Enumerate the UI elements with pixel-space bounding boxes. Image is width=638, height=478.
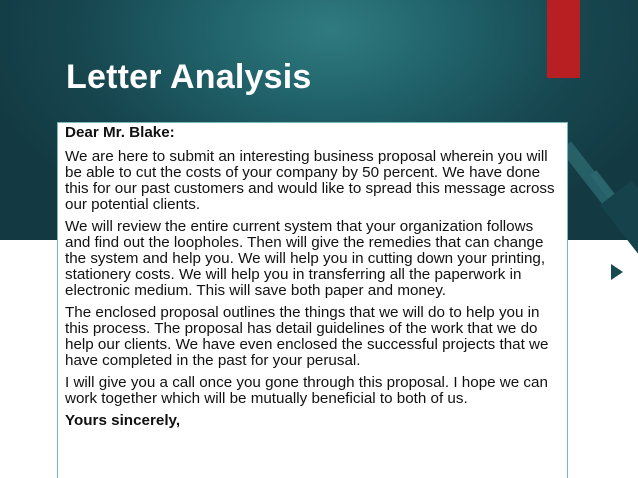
- accent-bar: [547, 0, 580, 78]
- letter-closing: Yours sincerely,: [65, 412, 181, 429]
- letter-paragraph-2: We will review the entire current system that your organization follows and find out the loopholes. Then will give the remedies that can change the system and help you. We will help you in cutting down your printing, stationery costs. We will help you in transferring all the paperwork in electronic medium. This will save both paper and money.: [65, 218, 546, 299]
- letter-paragraph-1: We are here to submit an interesting business proposal wherein you will be able to cut the costs of your company by 50 percent. We have done this for our past customers and would like to spread this message across our potential clients.: [65, 148, 555, 213]
- letter-text-box: [57, 122, 568, 478]
- letter-paragraph-3: The enclosed proposal outlines the things that we will do to help you in this process. The proposal has detail guidelines of the work that we do help our clients. We have even enclosed the successful projects that we have completed in the past for your perusal.: [65, 304, 549, 369]
- slide-title: Letter Analysis: [66, 58, 312, 96]
- triangle-right-icon: [611, 264, 623, 280]
- letter-paragraph-4: I will give you a call once you gone through this proposal. I hope we can work together which will be mutually beneficial to both of us.: [65, 374, 548, 407]
- letter-salutation: Dear Mr. Blake:: [65, 124, 175, 141]
